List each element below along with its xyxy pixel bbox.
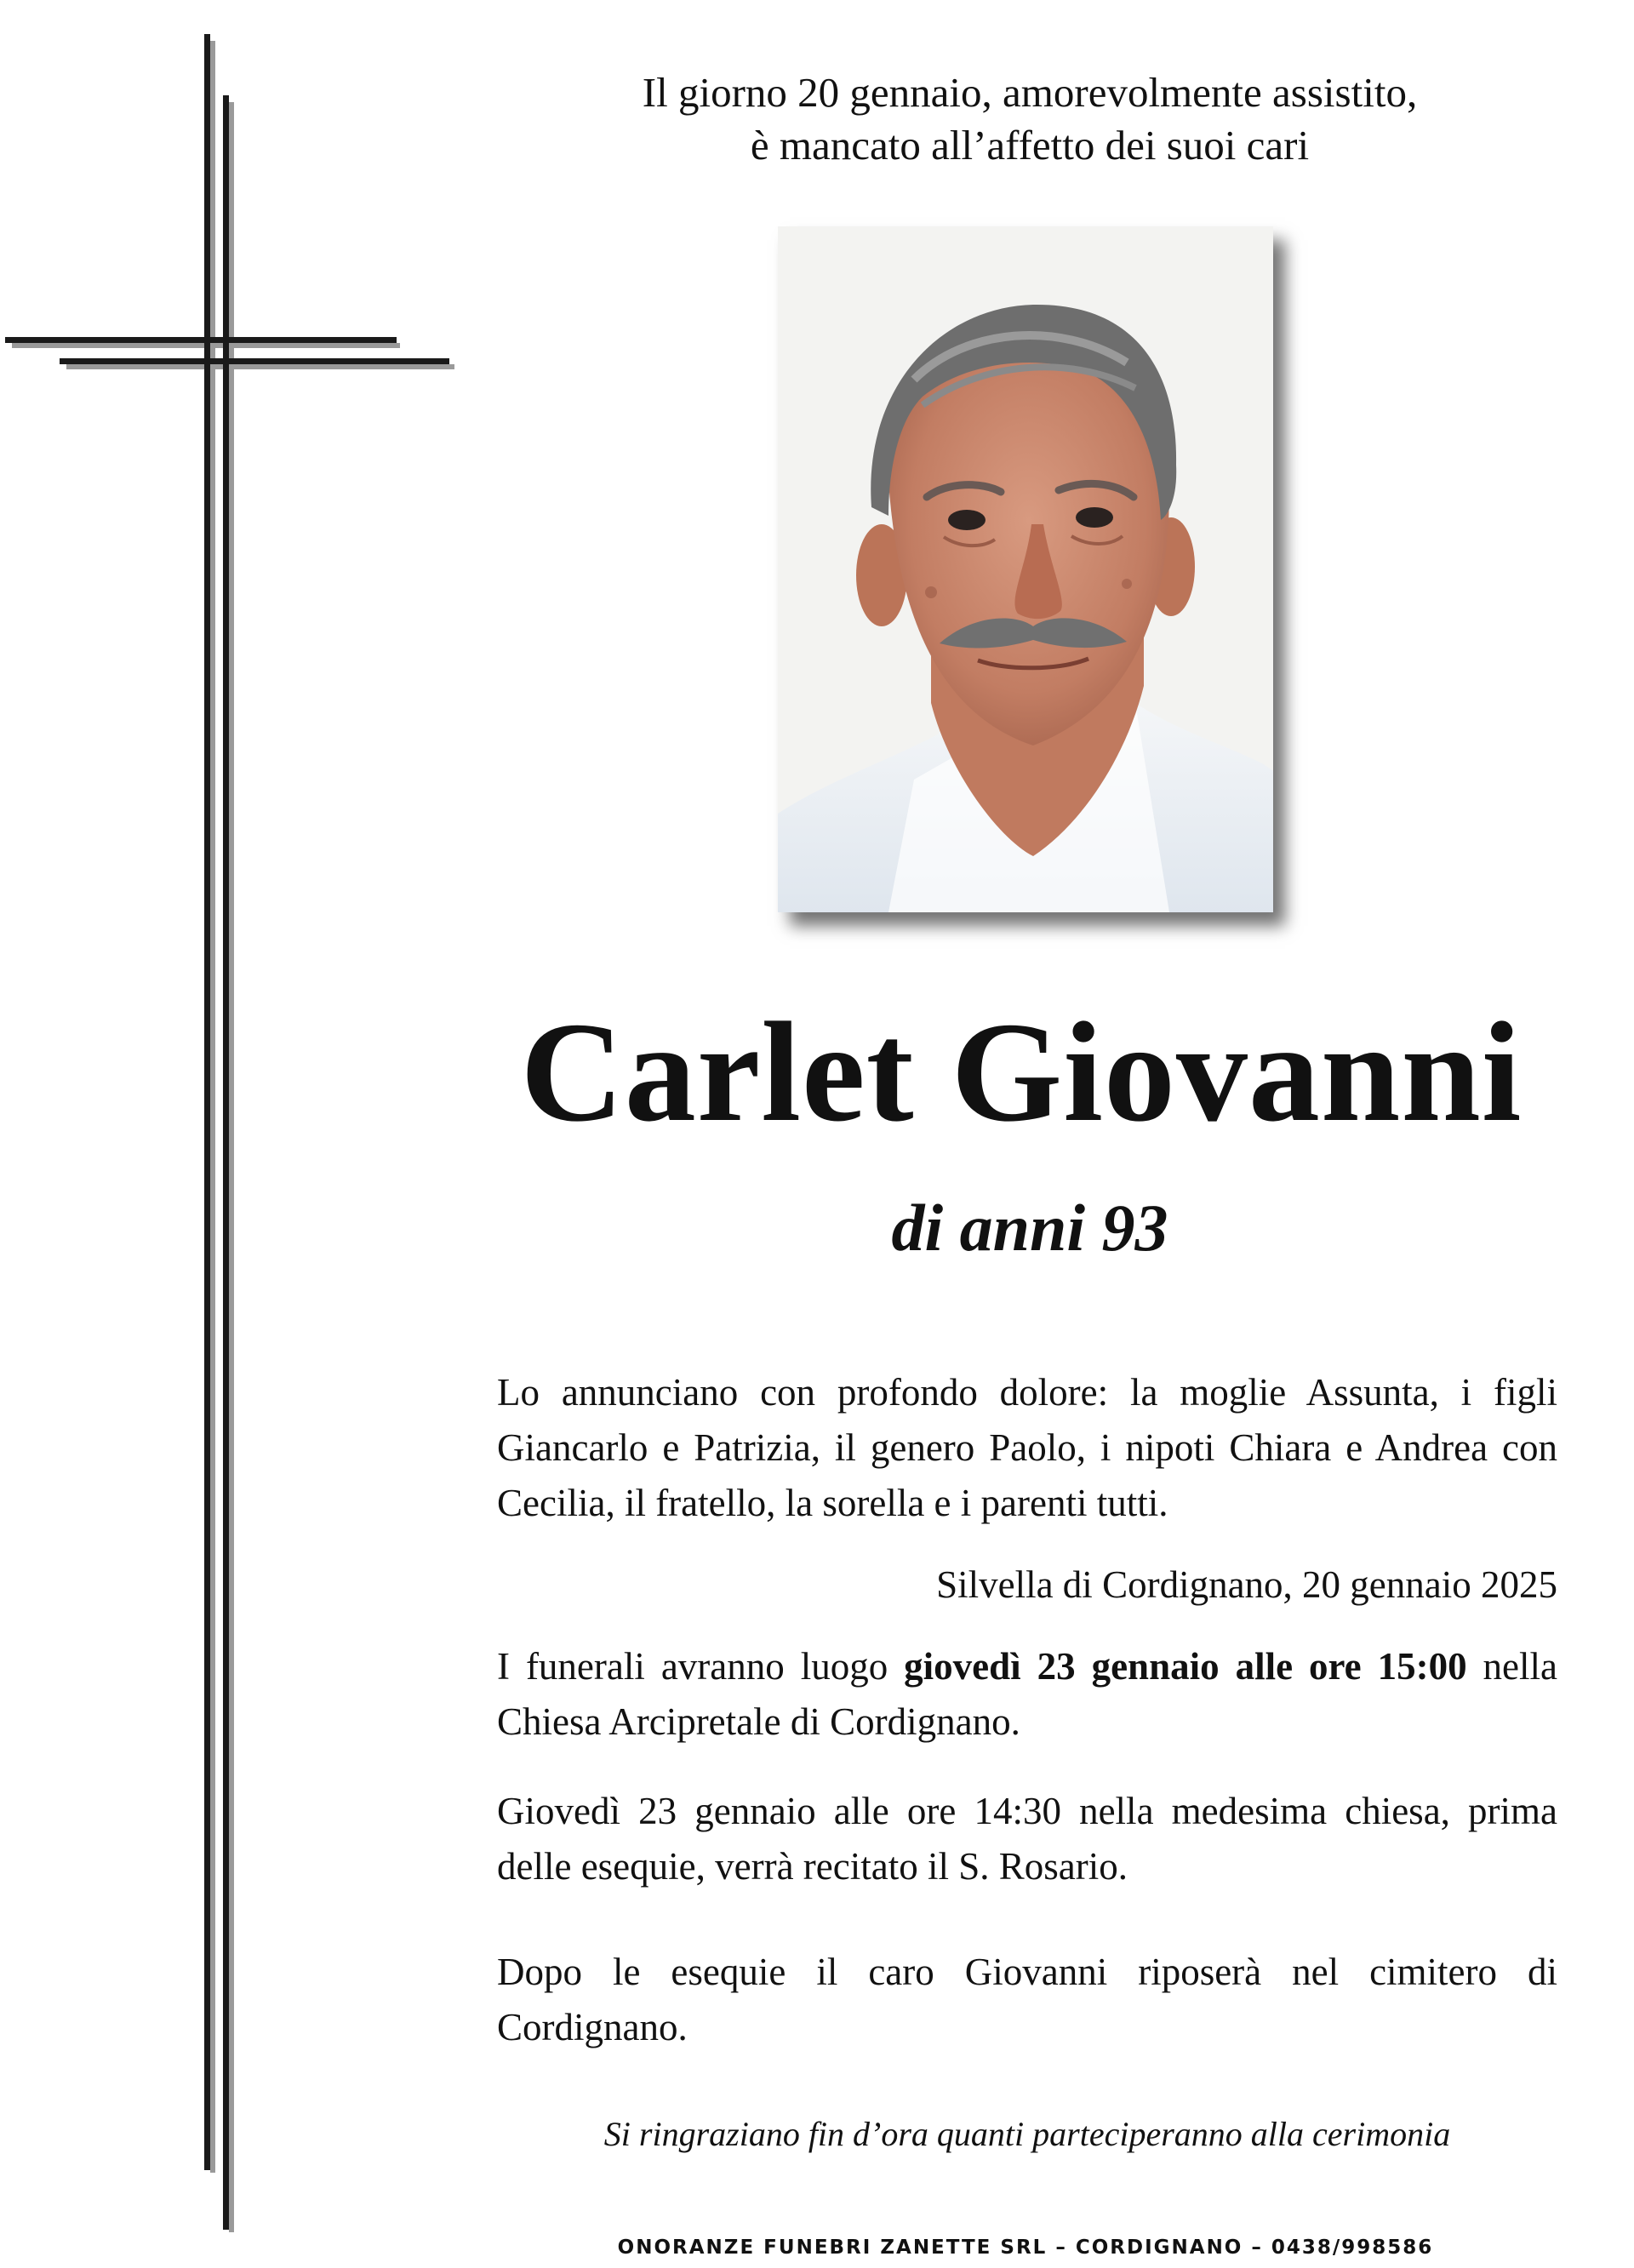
funeral-location: nella Chiesa Arcipretale di Cordignano.: [497, 1645, 1558, 1743]
funeral-text: I funerali avranno luogo: [497, 1645, 905, 1688]
place-and-date: Silvella di Cordignano, 20 gennaio 2025: [936, 1563, 1557, 1606]
announcement-paragraph: Lo annunciano con profondo dolore: la moglie Assunta, i figli Giancarlo e Patrizia, il genero Paolo, i nipoti Chiara e Andrea con Cecilia, il fratello, la sorella e i parenti tutti.: [497, 1371, 1557, 1524]
funeral-home-footer: ONORANZE FUNEBRI ZANETTE SRL – CORDIGNANO – 0438/998586: [617, 2237, 1434, 2259]
portrait-photo: [778, 226, 1273, 912]
portrait-illustration: [778, 226, 1273, 912]
burial-line: Cordignano.: [497, 2006, 688, 2048]
thanks-note: Si ringraziano fin d’ora quanti parteciperanno alla cerimonia: [603, 2115, 1451, 2153]
cross-horizontal-bar: [5, 337, 397, 343]
funeral-paragraph: [497, 1639, 1557, 1750]
intro-line: è mancato all’affetto dei suoi cari: [750, 122, 1310, 169]
cross-horizontal-bar: [60, 358, 449, 364]
funeral-datetime: giovedì 23 gennaio alle ore 15:00: [904, 1645, 1467, 1688]
intro-line: Il giorno 20 gennaio, amorevolmente assistito,: [642, 69, 1418, 116]
deceased-age: di anni 93: [891, 1191, 1168, 1265]
cross-shadow: [229, 102, 234, 2232]
rosary-paragraph: Giovedì 23 gennaio alle ore 14:30 nella medesima chiesa, prima delle esequie, verrà recitato il S. Rosario.: [497, 1790, 1557, 1888]
cross-decoration: [0, 0, 477, 2268]
intro-text: [528, 66, 1532, 172]
cross-vertical-bar: [223, 95, 229, 2230]
burial-paragraph: [497, 1945, 1557, 2055]
deceased-name: Carlet Giovanni: [520, 993, 1523, 1151]
cross-vertical-bar: [204, 34, 210, 2170]
burial-line: Dopo le esequie il caro Giovanni riposerà nel cimitero di: [497, 1951, 1557, 1993]
cross-shadow: [66, 364, 454, 369]
